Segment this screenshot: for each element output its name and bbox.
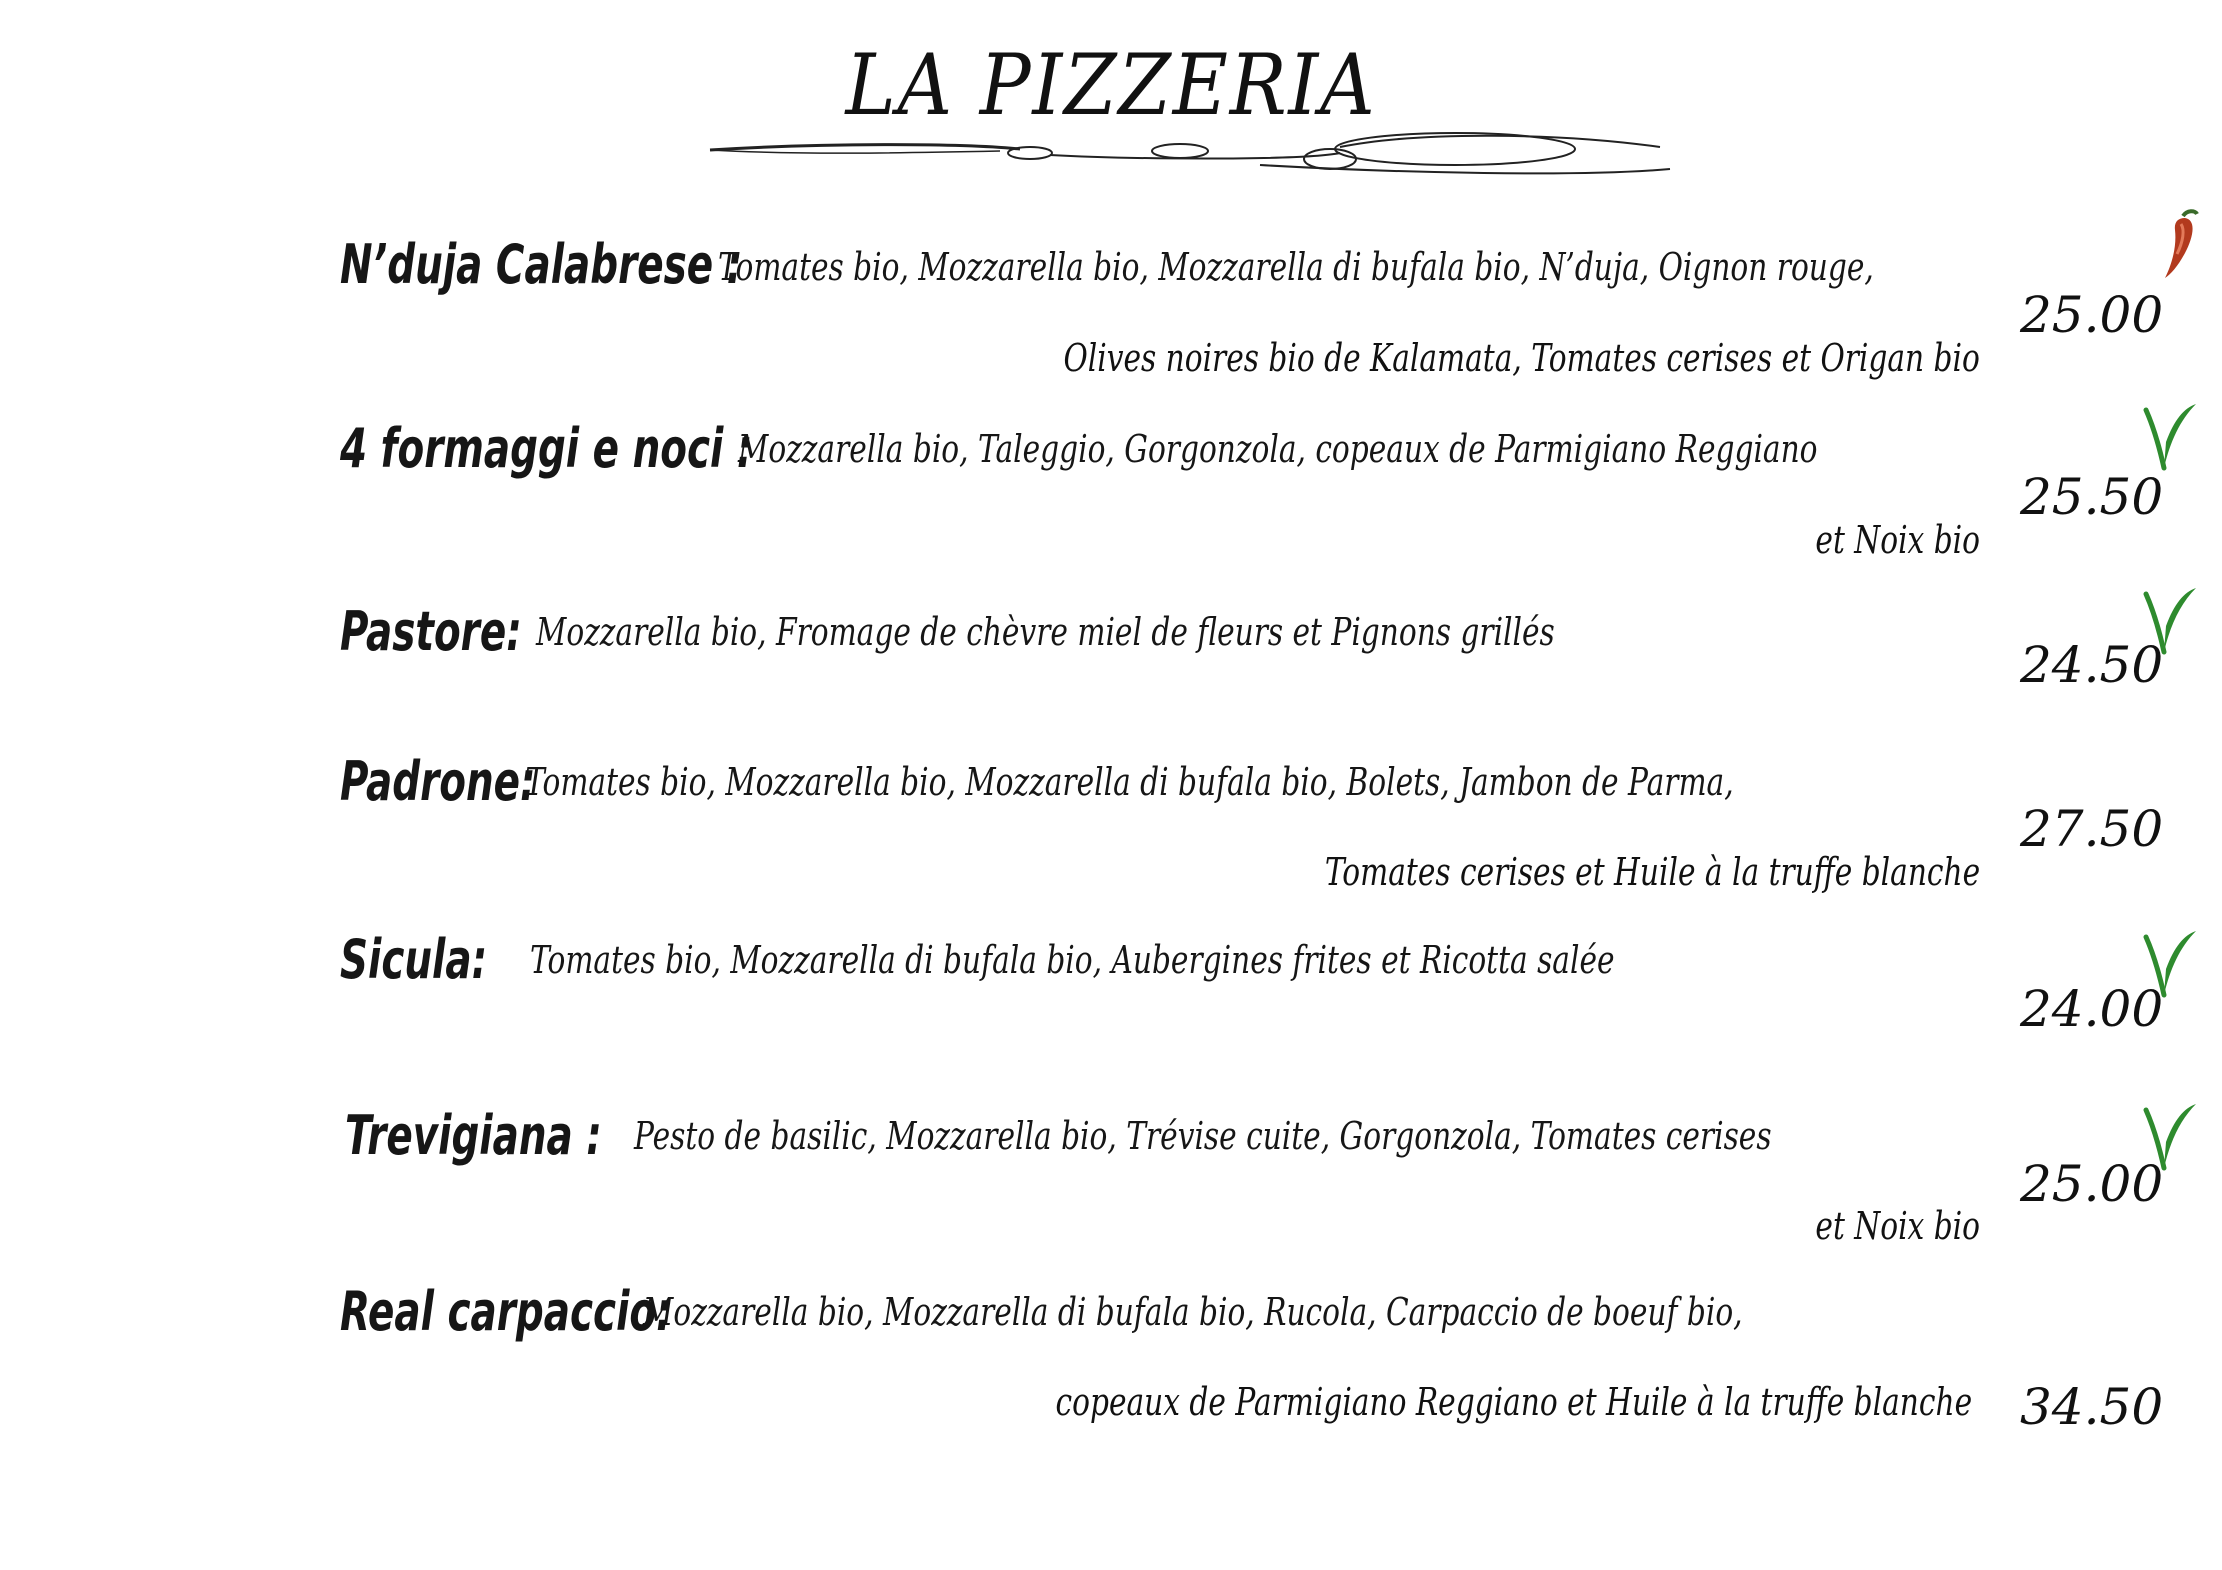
- item-description-line2: Olives noires bio de Kalamata, Tomates cerises et Origan bio: [1063, 336, 1980, 380]
- item-price: 24.50: [2020, 636, 2164, 694]
- item-description-line2: et Noix bio: [1815, 1204, 1980, 1248]
- item-description-line1: Tomates bio, Mozzarella bio, Mozzarella di bufala bio, N’duja, Oignon rouge,: [718, 245, 1874, 289]
- item-description-line1: Mozzarella bio, Taleggio, Gorgonzola, copeaux de Parmigiano Reggiano: [738, 427, 1818, 471]
- item-name: Real carpaccio:: [340, 1280, 672, 1343]
- item-name: N’duja Calabrese :: [340, 233, 743, 296]
- item-price: 24.00: [2020, 980, 2164, 1038]
- item-description-line2: et Noix bio: [1815, 518, 1980, 562]
- item-price: 34.50: [2020, 1378, 2164, 1436]
- item-description-line2: copeaux de Parmigiano Reggiano et Huile à la truffe blanche: [1055, 1380, 1972, 1424]
- item-description-line1: Tomates bio, Mozzarella di bufala bio, Aubergines frites et Ricotta salée: [530, 938, 1615, 982]
- item-description-line1: Pesto de basilic, Mozzarella bio, Trévise cuite, Gorgonzola, Tomates cerises: [634, 1114, 1772, 1158]
- item-description-line1: Mozzarella bio, Mozzarella di bufala bio, Rucola, Carpaccio de boeuf bio,: [643, 1290, 1743, 1334]
- item-description-line1: Mozzarella bio, Fromage de chèvre miel de fleurs et Pignons grillés: [536, 610, 1555, 654]
- item-name: Padrone:: [340, 750, 536, 813]
- vegetarian-leaf-icon: [2140, 582, 2200, 657]
- item-price: 25.50: [2020, 468, 2164, 526]
- item-description-line1: Tomates bio, Mozzarella bio, Mozzarella di bufala bio, Bolets, Jambon de Parma,: [525, 760, 1734, 804]
- vegetarian-leaf-icon: [2140, 1098, 2200, 1173]
- item-name: Pastore:: [340, 600, 522, 663]
- vegetarian-leaf-icon: [2140, 398, 2200, 473]
- menu-title: LA PIZZERIA: [845, 36, 1377, 134]
- title-flourish: [700, 125, 1680, 195]
- item-price: 27.50: [2020, 800, 2164, 858]
- chili-icon: [2145, 208, 2205, 283]
- item-name: Trevigiana :: [345, 1104, 602, 1167]
- menu-item-sicula: [340, 928, 544, 991]
- item-name: 4 formaggi e noci :: [340, 417, 753, 480]
- item-price: 25.00: [2020, 286, 2164, 344]
- item-name: Sicula:: [340, 928, 488, 991]
- item-price: 25.00: [2020, 1155, 2164, 1213]
- item-description-line2: Tomates cerises et Huile à la truffe blanche: [1324, 850, 1980, 894]
- vegetarian-leaf-icon: [2140, 925, 2200, 1000]
